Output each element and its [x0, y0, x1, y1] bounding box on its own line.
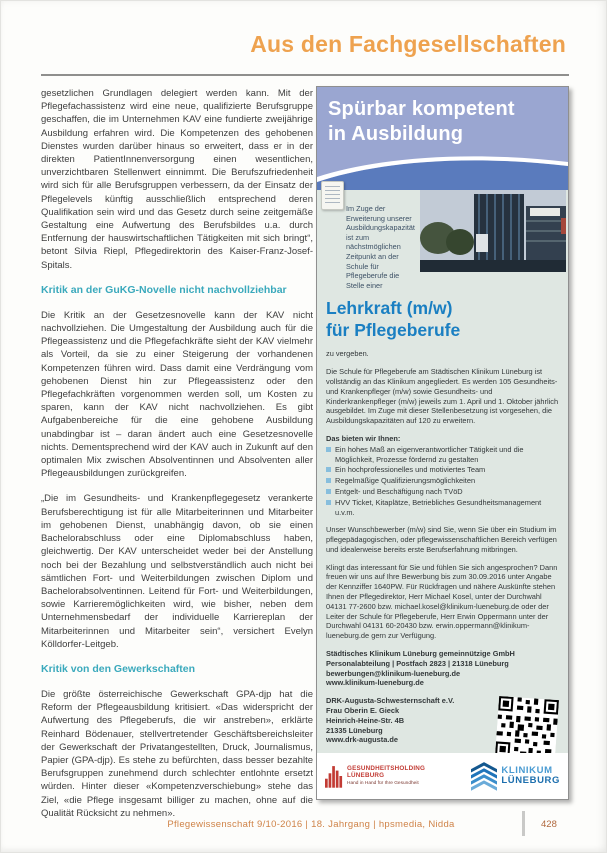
book-pages-lines: [325, 186, 340, 204]
page-title: Aus den Fachgesellschaften: [250, 31, 566, 57]
bullet-square-icon: [326, 489, 331, 494]
drk-line: Heinrich-Heine-Str. 4B: [326, 715, 405, 725]
qr-code: [495, 696, 559, 760]
drk-line: 21335 Lüneburg: [326, 725, 383, 735]
ad-body: [317, 190, 568, 820]
bullet-square-icon: [326, 467, 331, 472]
article-paragraph: gesetzlichen Grundlagen delegiert werden kann. Mit der Pflegefachassistenz wird eine neue, qualifizierte Berufsgruppe geschaffen, die im Unternehmen KAV eine fundierte zweijährige Ausbildung erfahren wird. Die Kompetenzen des gehobenen Dienstes wurden darüber hinaus so erweitert, dass er in der direkten PatientInnenversorgung einen wesentlichen, unverzichtbaren Stellenwert einnimmt. Die Berufszufriedenheit wird sich für alle Berufsgruppen verbessern, da der Einsatz der Pflegelevels künftig ausschließlich entsprechend deren Qualifikation sein wird und das Gesetz durch seine zeitgemäße Gestaltung eine Aufwertung des Berufsbildes u.a. durch Entfernung der hauswirtschaftlichen Tätigkeiten mit sich bringt“, betont Silvia Riepl, Pflegedirektorin des Kaiser-Franz-Josef-Spitals.: [41, 88, 313, 271]
job-title-line2: für Pflegeberufe: [326, 319, 461, 340]
logo-name-line1: GESUNDHEITSHOLDING: [347, 765, 426, 772]
klinikum-lueneburg-logo: [471, 761, 560, 791]
gesundheitsholding-logo-text: [347, 765, 425, 787]
logo-name-line2: LÜNEBURG: [347, 772, 385, 779]
page-number: 428: [541, 819, 557, 830]
header-divider: [41, 74, 569, 76]
clinic-building-photo: [420, 190, 566, 272]
ad-banner: [317, 87, 568, 190]
logo-name-line1: KLINIKUM: [501, 764, 553, 776]
article-paragraph: Die Kritik an der Gesetzesnovelle kann der KAV nicht nachvollziehen. Die Umgestaltung der Ausbildung auch für die Pflegeassistenz und die Pflegefachkräfte sieht der KAV vielmehr als Vorteil, da sie zu einer Steigerung der vorhandenen Kompetenzen führen wird. Dass damit eine Verdrängung vom gehobenen Dienst hin zur Pflegeassistenz oder den Pflegefachkräften vorgenommen werden soll, um Kosten zu sparen, kann der KAV nicht nachvollziehen. Es gibt Aufgabenbereiche für die eine gehobene Ausbildung unabdingbar ist – daran ändert auch eine Gesetzesnovelle nichts. Dementsprechend wird der KAV auch in Zukunft auf den optimalen Mix zwischen Absolventinnen und Absolventen aller Pflegeausbildungen zurückgreifen.: [41, 309, 313, 480]
offer-item-text: Regelmäßige Qualifizierungsmöglichkeiten: [335, 476, 476, 486]
offer-item: [326, 498, 559, 518]
klinikum-contact-block: [326, 649, 559, 688]
drk-website: www.drk-augusta.de: [326, 735, 399, 745]
ad-intro-row: [326, 190, 559, 290]
article-column: [41, 87, 313, 832]
offer-item: [326, 465, 559, 475]
job-title: [326, 298, 559, 341]
offer-item: [326, 476, 559, 486]
klinikum-logo-text: [501, 766, 560, 787]
job-subtitle: zu vergeben.: [326, 349, 369, 359]
ad-intro-text: Im Zuge der Erweiterung unserer Ausbildungskapazität ist zum nächstmöglichen Zeitpunkt an der Schule für Pflegeberufe die Stelle einer: [346, 204, 415, 290]
bullet-square-icon: [326, 478, 331, 483]
application-paragraph: Klingt das interessant für Sie und fühlen Sie sich angesprochen? Dann freuen wir uns auf Ihre Bewerbung bis zum 30.09.2016 unter Angabe der Kennziffer 1640PW. Für Rückfragen und nähere Auskünfte stehen Ihnen der Pflegedirektor, Herr Michael Kosel, unter der Durchwahl 04131 77-2600 bzw. michael.kosel@klinikum-lueneburg.de oder der Leiter der Schule für Pflegeberufe, Herr Erwin Oppermann unter der Durchwahl 04131 60-20430 bzw. erwin.oppermann@klinikum-lueneburg.de gern zur Verfügung.: [326, 562, 558, 641]
bullet-square-icon: [326, 447, 331, 452]
candidate-paragraph: Unser Wunschbewerber (m/w) sind Sie, wenn Sie über ein Studium im pflegepädagogischen, oder pflegewissenschaftlichen Bereich verfügen und idealerweise bereits erste Berufserfahrung mitbringen.: [326, 525, 557, 554]
swoosh-graphic: [317, 154, 568, 190]
contact-line: Personalabteilung | Postfach 2823 | 21318 Lüneburg: [326, 658, 509, 668]
banner-title-line2: in Ausbildung: [328, 123, 464, 145]
offer-item-text: Entgelt- und Beschäftigung nach TVöD: [335, 486, 463, 496]
offer-item-text: Ein hohes Maß an eigenverantwortlicher Tätigkeit und die Möglichkeit, Prozesse fördernd zu gestalten: [335, 444, 524, 464]
offer-list: [326, 445, 559, 518]
article-subheading: Kritik an der GuKG-Novelle nicht nachvollziehbar: [41, 283, 287, 296]
job-title-line1: Lehrkraft (m/w): [326, 298, 453, 319]
gesundheitsholding-logo: [325, 763, 425, 789]
banner-title-line1: Spürbar kompetent: [328, 98, 515, 120]
contact-website: www.klinikum-lueneburg.de: [326, 678, 424, 688]
red-bars-icon: [325, 763, 343, 789]
offer-item: [326, 445, 559, 465]
blue-chevrons-icon: [471, 761, 497, 791]
job-description: Die Schule für Pflegeberufe am Städtischen Klinikum Lüneburg ist vollständig an das Klinikum angegliedert. Es werden 105 Gesundheits- und Krankenpfleger (m/w) sowie Gesundheits- und Kinderkrankenpfleger (m/w) jeweils zum 1. April und 1. Oktober jährlich ausgebildet. Im Zuge mit dieser Stellenbesetzung ist vorgesehen, die Ausbildungskapazitäten auf 120 zu erweitern.: [326, 367, 559, 426]
drk-line: Frau Oberin E. Gieck: [326, 706, 400, 716]
article-quote-paragraph: „Die im Gesundheits- und Krankenpflegegesetz verankerte Berufsberechtigung ist für alle Mitarbeiterinnen und Mitarbeiter im gehobenen Dienst, unabhängig davon, ob sie einen Bachelorabschluss oder eine Diplomabschluss haben, gleichwertig. Der KAV unterscheidet weder bei der Anstellung noch bei der Bezahlung und selbstverständlich auch nicht bei sämtlichen Fort- und Weiterbildungen zwischen Diplom und Bachelorabsolventinnen. Leitend für Fort- und Weiterbildungen, sowie Karrieremöglichkeiten wird, wie bisher, neben dem Unternehmensbedarf der individuelle Karriereplan der Mitarbeiterinnen und Mitarbeiter sein“, versichert Evelyn Kölldorfer-Leitgeb.: [41, 493, 313, 650]
ad-banner-title: [328, 97, 515, 147]
open-book-icon: [321, 181, 344, 210]
logo-tagline: Hand in Hand für Ihre Gesundheit: [347, 781, 419, 786]
offer-item-text: Ein hochprofessionelles und motiviertes Team: [335, 465, 486, 475]
bullet-square-icon: [326, 500, 331, 505]
footer-divider: [522, 811, 525, 836]
contact-line: Städtisches Klinikum Lüneburg gemeinnützige GmbH: [326, 649, 515, 659]
contact-email: bewerbungen@klinikum-lueneburg.de: [326, 668, 461, 678]
article-subheading: Kritik von den Gewerkschaften: [41, 662, 196, 675]
offer-item-text: HVV Ticket, Kitaplätze, Betriebliches Gesundheitsmanagement u.v.m.: [335, 497, 542, 517]
job-advertisement: [316, 86, 569, 800]
logo-name-line2: LÜNEBURG: [501, 775, 560, 786]
ad-logo-strip: [317, 753, 568, 799]
offer-heading: Das bieten wir Ihnen:: [326, 433, 401, 443]
drk-line: DRK-Augusta-Schwesternschaft e.V.: [326, 696, 455, 706]
article-paragraph: Die größte österreichische Gewerkschaft GPA-djp hat die Reform der Pflegeausbildung kritisiert. «Das widerspricht der Aufwertung des Pflegeberufs, die wir anstreben», erklärte Reinhard Bödenauer, stellvertretender Geschäftsbereichsleiter der Gewerkschaft der Privatangestellten, Druck, Journalismus, Papier (GPA-djp). Es stehe zu befürchten, dass besser bezahlte Berufsgruppen zunehmend durch schlechter entlohnte ersetzt würden. Hinter dieser «Kompetenzverschiebung» stehe das Ziel, «die Pflege insgesamt billiger zu machen, ohne auf die Qualität Rücksicht zu nehmen».: [41, 688, 313, 819]
offer-item: [326, 487, 559, 497]
journal-footer-line: Pflegewissenschaft 9/10-2016 | 18. Jahrgang | hpsmedia, Nidda: [167, 819, 455, 830]
